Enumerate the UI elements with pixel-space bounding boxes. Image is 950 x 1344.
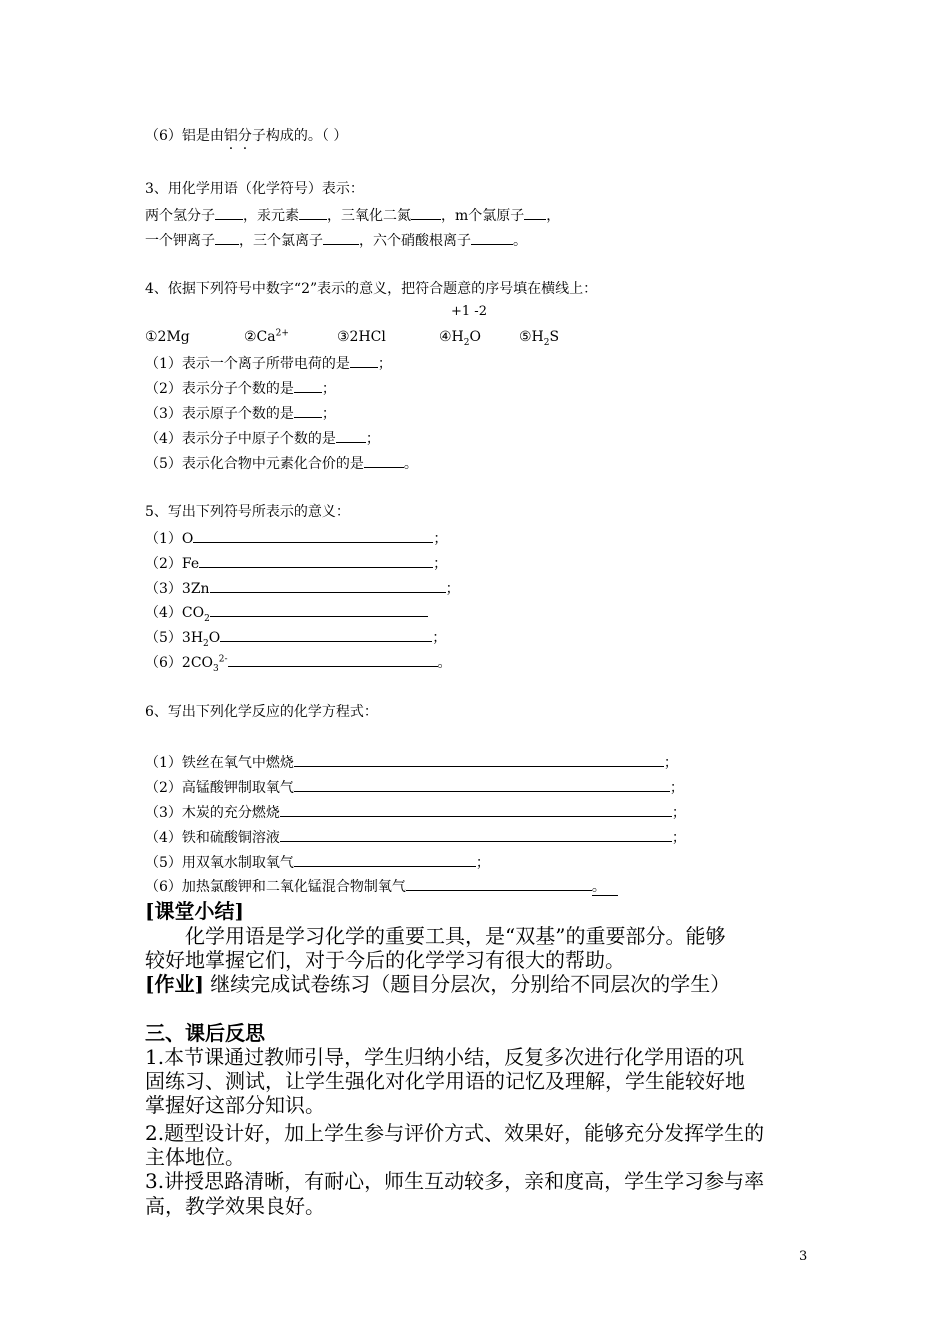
answer-blank[interactable] (294, 777, 670, 792)
q5-item: （3）3Zn ； (145, 578, 460, 598)
q6-item: （5）用双氧水制取氧气 ； (145, 852, 490, 872)
symbol-4: $④H_2O$ (439, 329, 481, 348)
section-5-title: 5、写出下列符号所表示的意义： (145, 504, 350, 520)
answer-blank[interactable] (411, 205, 441, 220)
homework-line: [作业] 继续完成试卷练习（题目分层次，分别给不同层次的学生） (145, 972, 731, 996)
answer-blank[interactable] (336, 428, 366, 443)
section-3-line-1: 两个氢分子 ，汞元素 ，三氧化二氮 ，m个氯原子 ， (145, 205, 560, 225)
answer-blank[interactable] (210, 578, 446, 593)
question-line: （6）铝是由铝分子构成的。（ ） (145, 128, 348, 144)
reflection-line: 3.讲授思路清晰，有耐心，师生互动较多，亲和度高，学生学习参与率 (145, 1169, 765, 1193)
q6-item: （4）铁和硫酸铜溶液 ； (145, 827, 686, 847)
answer-blank[interactable] (280, 827, 672, 842)
summary-line: 化学用语是学习化学的重要工具，是“双基”的重要部分。能够 (185, 924, 726, 948)
answer-blank[interactable] (215, 205, 243, 220)
q5-item: （2）Fe ； (145, 553, 447, 573)
summary-heading: [课堂小结] (145, 899, 244, 923)
q4-item: （4）表示分子中原子个数的是 ； (145, 428, 380, 448)
reflection-line: 掌握好这部分知识。 (145, 1093, 325, 1117)
answer-blank[interactable] (294, 403, 322, 418)
answer-blank[interactable] (406, 876, 592, 891)
page-number: 3 (799, 1249, 808, 1264)
symbol-1: ①2Mg (145, 329, 190, 345)
q4-item: （5）表示化合物中元素化合价的是 。 (145, 453, 418, 473)
section-3-title: 3、用化学用语（化学符号）表示： (145, 181, 364, 197)
summary-line: 较好地掌握它们，对于今后的化学学习有很大的帮助。 (145, 948, 625, 972)
q5-item: （1）O ； (145, 528, 447, 548)
answer-blank[interactable] (280, 802, 672, 817)
answer-blank[interactable] (294, 752, 664, 767)
reflection-line: 主体地位。 (145, 1145, 245, 1169)
reflection-heading: 三、课后反思 (145, 1021, 265, 1045)
q5-item: $(5)3H_2O$ ； (145, 627, 446, 647)
answer-blank[interactable] (220, 627, 432, 642)
answer-blank[interactable] (215, 230, 239, 245)
reflection-line: 高，教学效果良好。 (145, 1194, 325, 1218)
answer-blank[interactable] (323, 230, 359, 245)
section-4-title: 4、依据下列符号中数字“2”表示的意义，把符合题意的序号填在横线上： (145, 281, 598, 297)
section-6-title: 6、写出下列化学反应的化学方程式： (145, 704, 378, 720)
answer-blank[interactable] (524, 205, 546, 220)
q4-item: （1）表示一个离子所带电荷的是 ； (145, 353, 392, 373)
reflection-line: 2.题型设计好，加上学生参与评价方式、效果好，能够充分发挥学生的 (145, 1121, 765, 1145)
reflection-line: 1.本节课通过教师引导，学生归纳小结，反复多次进行化学用语的巩 (145, 1045, 745, 1069)
symbol-2: $②Ca^{2+}$ (244, 328, 289, 345)
q5-item: $(6)2CO_3^{2-}$ 。 (145, 652, 452, 672)
valence-labels: +1 -2 (451, 304, 487, 319)
q6-item: （3）木炭的充分燃烧 ； (145, 802, 686, 822)
q6-item: （1）铁丝在氧气中燃烧 ； (145, 752, 678, 772)
answer-blank[interactable] (228, 652, 438, 667)
answer-blank[interactable] (210, 602, 428, 617)
answer-blank[interactable] (299, 205, 327, 220)
answer-blank[interactable] (294, 378, 322, 393)
q6-item: （2）高锰酸钾制取氧气 ； (145, 777, 684, 797)
reflection-line: 固练习、测试，让学生强化对化学用语的记忆及理解，学生能较好地 (145, 1069, 745, 1093)
q5-item: $(4)CO_2$ (145, 602, 428, 622)
answer-blank[interactable] (193, 528, 433, 543)
section-3-line-2: 一个钾离子 ，三个氯离子 ，六个硝酸根离子 。 (145, 230, 527, 250)
q6-item: （6）加热氯酸钾和二氧化锰混合物制氧气 。 (145, 876, 618, 896)
answer-blank[interactable] (471, 230, 513, 245)
answer-blank[interactable] (294, 852, 476, 867)
symbol-5: $⑤H_2S$ (519, 329, 560, 348)
q4-item: （3）表示原子个数的是 ； (145, 403, 336, 423)
answer-blank[interactable] (364, 453, 404, 468)
answer-blank[interactable] (199, 553, 433, 568)
answer-blank[interactable] (350, 353, 378, 368)
symbol-3: ③2HCl (337, 329, 386, 345)
q4-item: （2）表示分子个数的是 ； (145, 378, 336, 398)
